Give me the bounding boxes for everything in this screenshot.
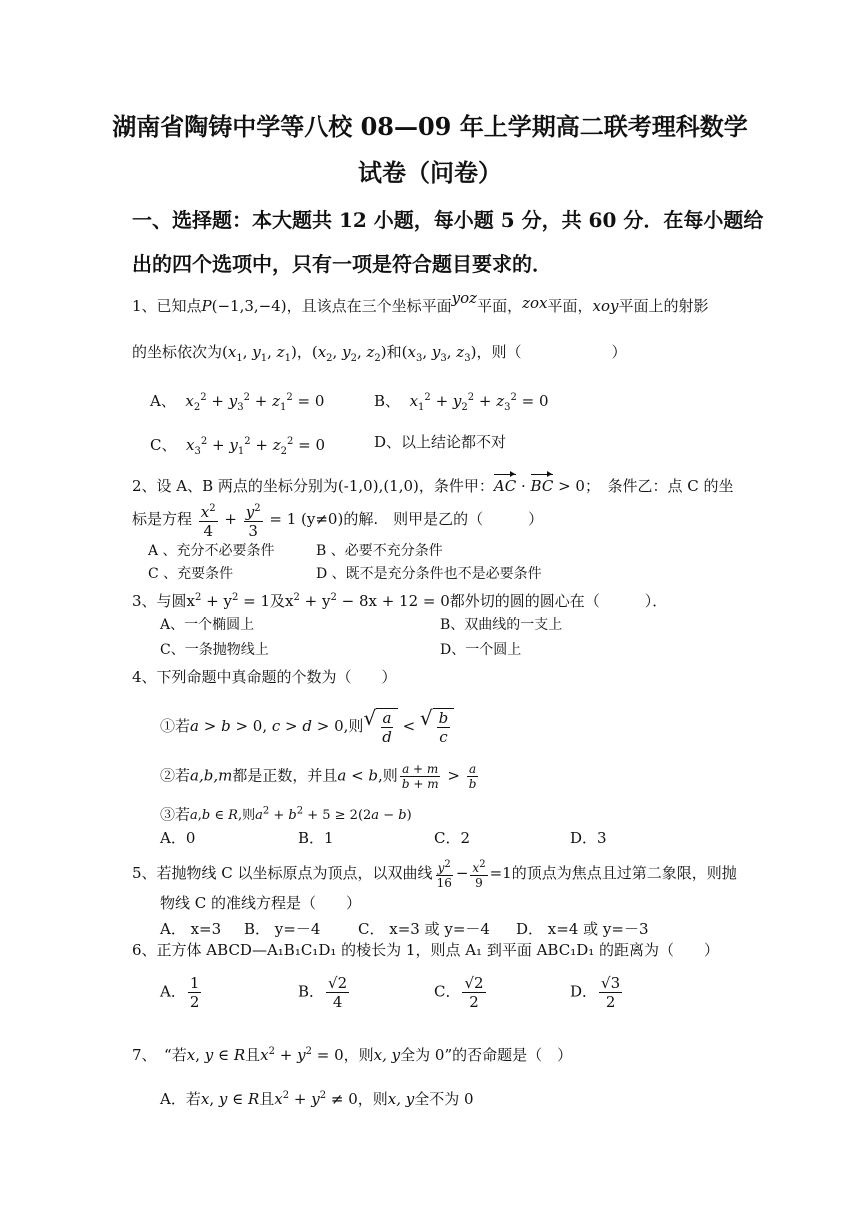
q4-option-c: C．2	[434, 829, 471, 847]
section-heading-cont: 出的四个选项中，只有一项是符合题目要求的．	[132, 252, 552, 276]
question-1-cont: 的坐标依次为($x_1$, $y_1$, $z_1$)，($x_2$, $y_2$, $z_2$)和($x_3$, $y_3$, $z_3$)，则（ ）	[132, 343, 627, 364]
question-3: 3、与圆$x^2 + y^2 = 1$及$x^2 + y^2 - 8x + 12 = 0$都外切的圆的圆心在（ ）．	[132, 592, 668, 610]
q5-option-c: C． x=3 或 y=－4	[358, 920, 490, 938]
q2-option-a: A 、充分不必要条件	[148, 543, 275, 559]
q2-option-b: B 、必要不充分条件	[316, 543, 443, 559]
q6-option-d: D． $\frac{√3}{2}$	[570, 974, 621, 1011]
q6-option-a: A． $\frac{1}{2}$	[160, 974, 200, 1011]
q3-option-c: C、一条抛物线上	[160, 642, 269, 658]
q4-option-d: D．3	[570, 829, 607, 847]
section-heading: 一、选择题：本大题共 12 小题，每小题 5 分，共 60 分．在每小题给	[132, 208, 764, 232]
q4-proposition-2: ②若a,b,m都是正数，并且a < b,则 $\frac{a + m}{b + m}$ > $\frac{a}{b}$	[160, 762, 477, 791]
question-5: 5、若抛物线 C 以坐标原点为顶点，以双曲线 $\frac{y^2}{16}$ − $\frac{x^2}{9}$ =1的顶点为焦点且过第二象限，则抛	[132, 859, 737, 890]
q2-option-d: D 、既不是充分条件也不是必要条件	[316, 566, 542, 582]
q4-proposition-1: ①若a > b > 0, c > d > 0,则 √ $\frac{a}{d}$ < √ $\frac{b}{c}$	[160, 708, 454, 746]
page-title: 湖南省陶铸中学等八校 08—09 年上学期高二联考理科数学	[112, 112, 748, 141]
q7-option-a: A．若x, y ∈ R且$x^2 + y^2 \ne 0$，则x, y全不为 0	[160, 1090, 474, 1108]
question-6: 6、正方体 ABCD—A₁B₁C₁D₁ 的棱长为 1，则点 A₁ 到平面 ABC₁D₁ 的距离为（ ）	[132, 941, 720, 959]
q5-option-d: D． x=4 或 y=－3	[516, 920, 649, 938]
q4-option-a: A．0	[160, 829, 196, 847]
q1-option-b: B、 $x_1^2 + y_2^2 + z_3^2 = 0$	[374, 392, 549, 413]
q1-option-d: D、以上结论都不对	[374, 433, 507, 451]
q1-option-c: C、 $x_3^2 + y_1^2 + z_2^2 = 0$	[150, 436, 326, 457]
q5-option-a: A． x=3	[160, 920, 222, 938]
question-2-cont: 标是方程 $\frac{x^2}{4}$ + $\frac{y^2}{3}$ = 1 (y≠0)的解. 则甲是乙的（ ）	[132, 500, 543, 540]
q5-option-b: B． y=－4	[244, 920, 321, 938]
q3-option-b: B、双曲线的一支上	[440, 617, 563, 633]
page-subtitle: 试卷（问卷）	[358, 158, 502, 187]
q4-proposition-3: ③若a,b ∈ R,则$a^2 + b^2 + 5 \ge 2(2a - b)$	[160, 805, 412, 824]
q6-option-b: B． $\frac{√2}{4}$	[298, 974, 348, 1011]
q1-option-a: A、 $x_2^2 + y_3^2 + z_1^2 = 0$	[150, 392, 325, 413]
q3-option-a: A、一个椭圆上	[160, 617, 255, 633]
q2-option-c: C 、充要条件	[148, 566, 234, 582]
question-2: 2、设 A、B 两点的坐标分别为(-1,0),(1,0)，条件甲：AC · BC > 0； 条件乙：点 C 的坐	[132, 477, 734, 495]
question-5-cont: 物线 C 的准线方程是（ ）	[160, 894, 362, 912]
question-4: 4、下列命题中真命题的个数为（ ）	[132, 668, 397, 686]
question-1: 1、已知点P(−1,3,−4)，且该点在三个坐标平面yoz平面，zox平面，xoy平面上的射影	[132, 289, 709, 315]
q4-option-b: B．1	[298, 829, 334, 847]
q6-option-c: C． $\frac{√2}{2}$	[434, 974, 484, 1011]
q3-option-d: D、一个圆上	[440, 642, 522, 658]
question-7: 7、 “若x, y ∈ R且$x^2 + y^2 = 0$，则x, y全为 0”的否命题是（ ）	[132, 1046, 573, 1064]
